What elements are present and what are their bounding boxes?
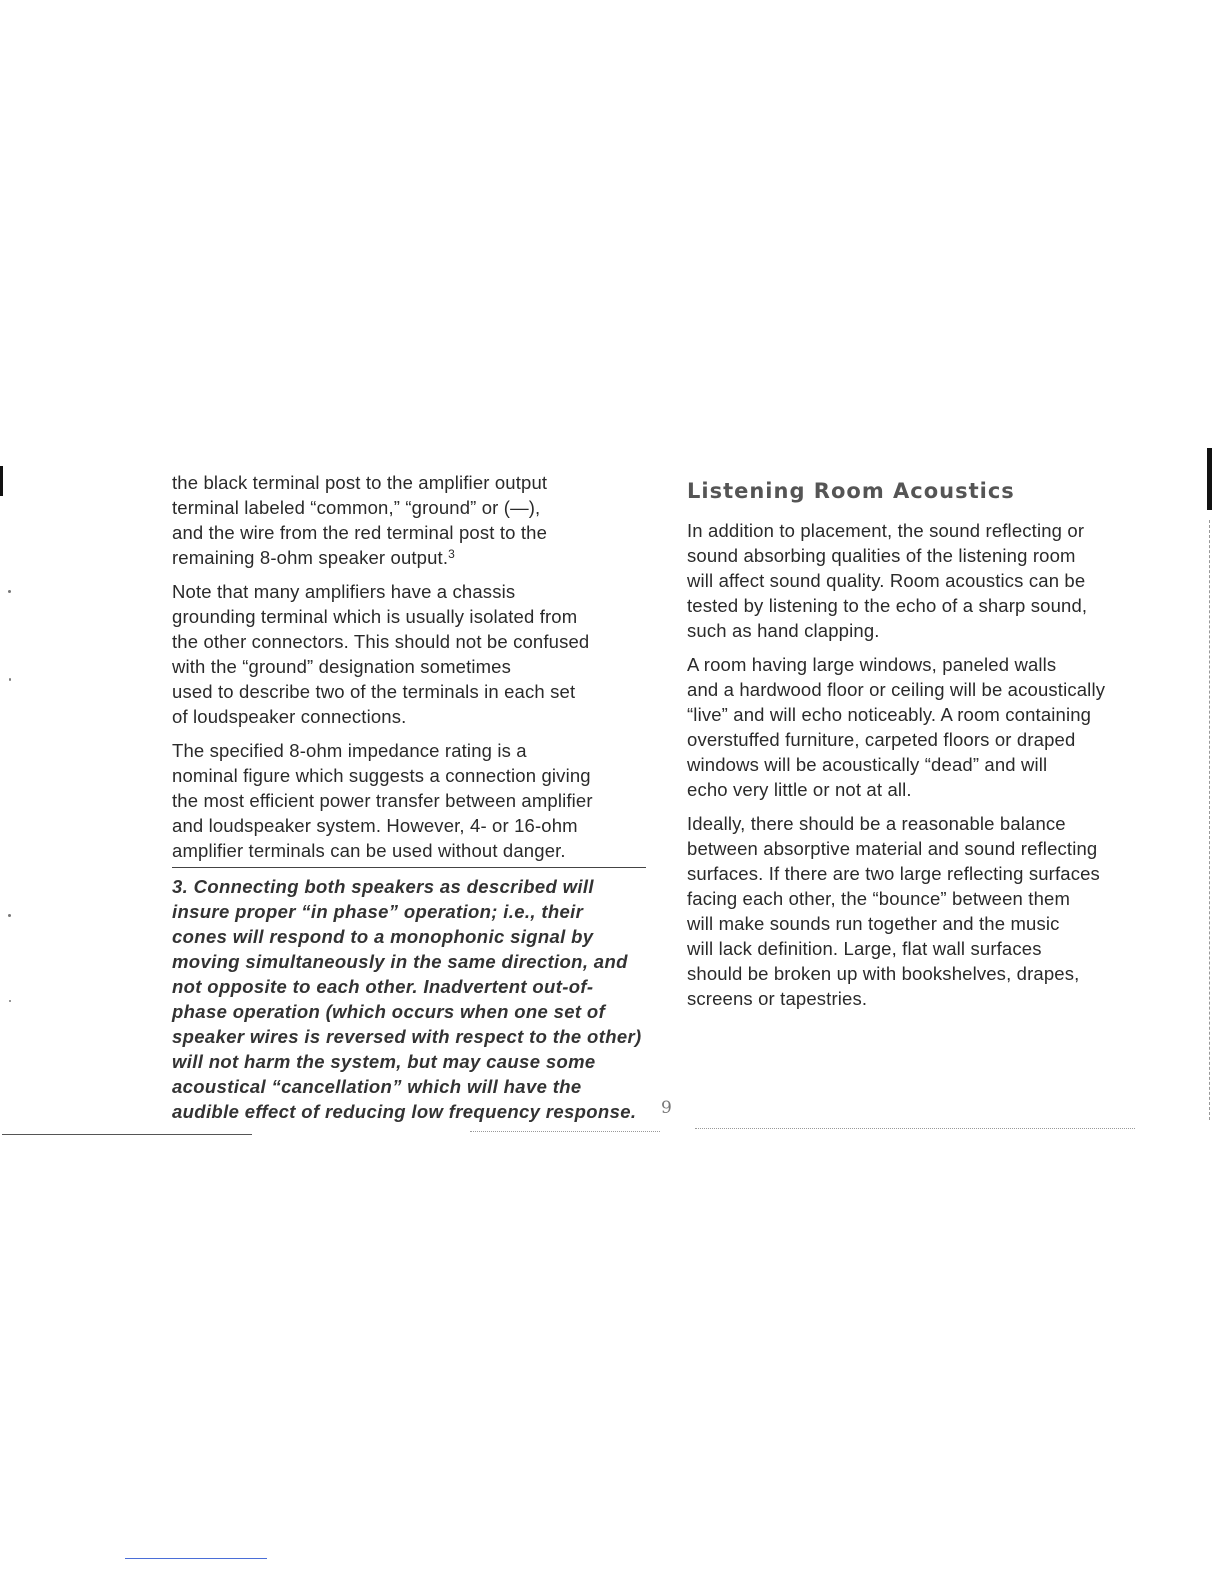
text-line: screens or tapestries. [687,988,868,1009]
paragraph-chassis-ground [172,579,650,729]
paragraph-speaker-wiring [172,470,650,570]
text-line: The specified 8-ohm impedance rating is a [172,740,527,761]
text-line: used to describe two of the terminals in each set [172,681,576,702]
text-line: sound absorbing qualities of the listening room [687,545,1076,566]
text-line: Note that many amplifiers have a chassis [172,581,516,602]
right-column [687,476,1157,1020]
left-edge-mark [0,466,3,496]
footnote-line: moving simultaneously in the same direction, and [172,951,628,972]
footnote-line: insure proper “in phase” operation; i.e., their [172,901,584,922]
footnote-reference: 3 [448,547,455,561]
bottom-dotted-line [695,1128,1135,1129]
text-line: overstuffed furniture, carpeted floors or draped [687,729,1076,750]
section-heading: Listening Room Acoustics [687,479,1015,503]
page-number: 9 [661,1098,672,1118]
footnote-line: audible effect of reducing low frequency response. [172,1101,637,1122]
footnote-line: cones will respond to a monophonic signal by [172,926,594,947]
text-line: should be broken up with bookshelves, drapes, [687,963,1080,984]
text-line: and a hardwood floor or ceiling will be acoustically [687,679,1106,700]
right-edge-mark [1207,448,1212,510]
text-line: and loudspeaker system. However, 4- or 16-ohm [172,815,578,836]
footnote [172,874,650,1124]
footnote-divider [172,867,646,868]
text-line: and the wire from the red terminal post to the [172,522,548,543]
text-line-body: remaining 8-ohm speaker output. [172,547,449,568]
text-line: will lack definition. Large, flat wall surfaces [687,938,1042,959]
left-column [172,470,650,1133]
text-line: surfaces. If there are two large reflecting surfaces [687,863,1100,884]
footnote-line: 3. Connecting both speakers as described will [172,876,594,897]
text-line: A room having large windows, paneled walls [687,654,1057,675]
text-line: echo very little or not at all. [687,779,912,800]
paragraph-impedance [172,738,650,863]
footnote-line: will not harm the system, but may cause some [172,1051,596,1072]
text-line: between absorptive material and sound reflecting [687,838,1098,859]
text-line: amplifier terminals can be used without danger. [172,840,566,861]
footnote-line: not opposite to each other. Inadvertent out-of- [172,976,594,997]
text-line: tested by listening to the echo of a sharp sound, [687,595,1088,616]
text-line: will make sounds run together and the music [687,913,1060,934]
margin-speck [8,914,11,917]
footnote-line: phase operation (which occurs when one set of [172,1001,606,1022]
text-line: “live” and will echo noticeably. A room containing [687,704,1092,725]
text-line: the black terminal post to the amplifier output [172,472,548,493]
text-line: terminal labeled “common,” “ground” or (—), [172,497,541,518]
right-edge-ticks [1209,520,1216,1120]
text-line: Ideally, there should be a reasonable balance [687,813,1066,834]
bottom-blue-line [125,1558,267,1559]
margin-speck [9,1000,11,1002]
text-line: nominal figure which suggests a connection giving [172,765,591,786]
text-line: such as hand clapping. [687,620,880,641]
margin-speck [8,590,11,593]
text-line: grounding terminal which is usually isolated from [172,606,578,627]
paragraph-room-acoustics-intro [687,518,1157,643]
footnote-line: acoustical “cancellation” which will have the [172,1076,582,1097]
footnote-line: speaker wires is reversed with respect to the other) [172,1026,642,1047]
paragraph-live-dead-rooms [687,652,1157,802]
text-line: windows will be acoustically “dead” and will [687,754,1048,775]
paragraph-balance [687,811,1157,1011]
margin-speck [9,678,11,681]
text-line: facing each other, the “bounce” between them [687,888,1071,909]
text-line: the other connectors. This should not be confused [172,631,590,652]
text-line: with the “ground” designation sometimes [172,656,512,677]
text-line: will affect sound quality. Room acoustics can be [687,570,1086,591]
text-line [172,545,650,570]
text-line: the most efficient power transfer between amplifier [172,790,593,811]
text-line: of loudspeaker connections. [172,706,407,727]
text-line: In addition to placement, the sound reflecting or [687,520,1085,541]
bottom-scan-line [2,1134,252,1135]
